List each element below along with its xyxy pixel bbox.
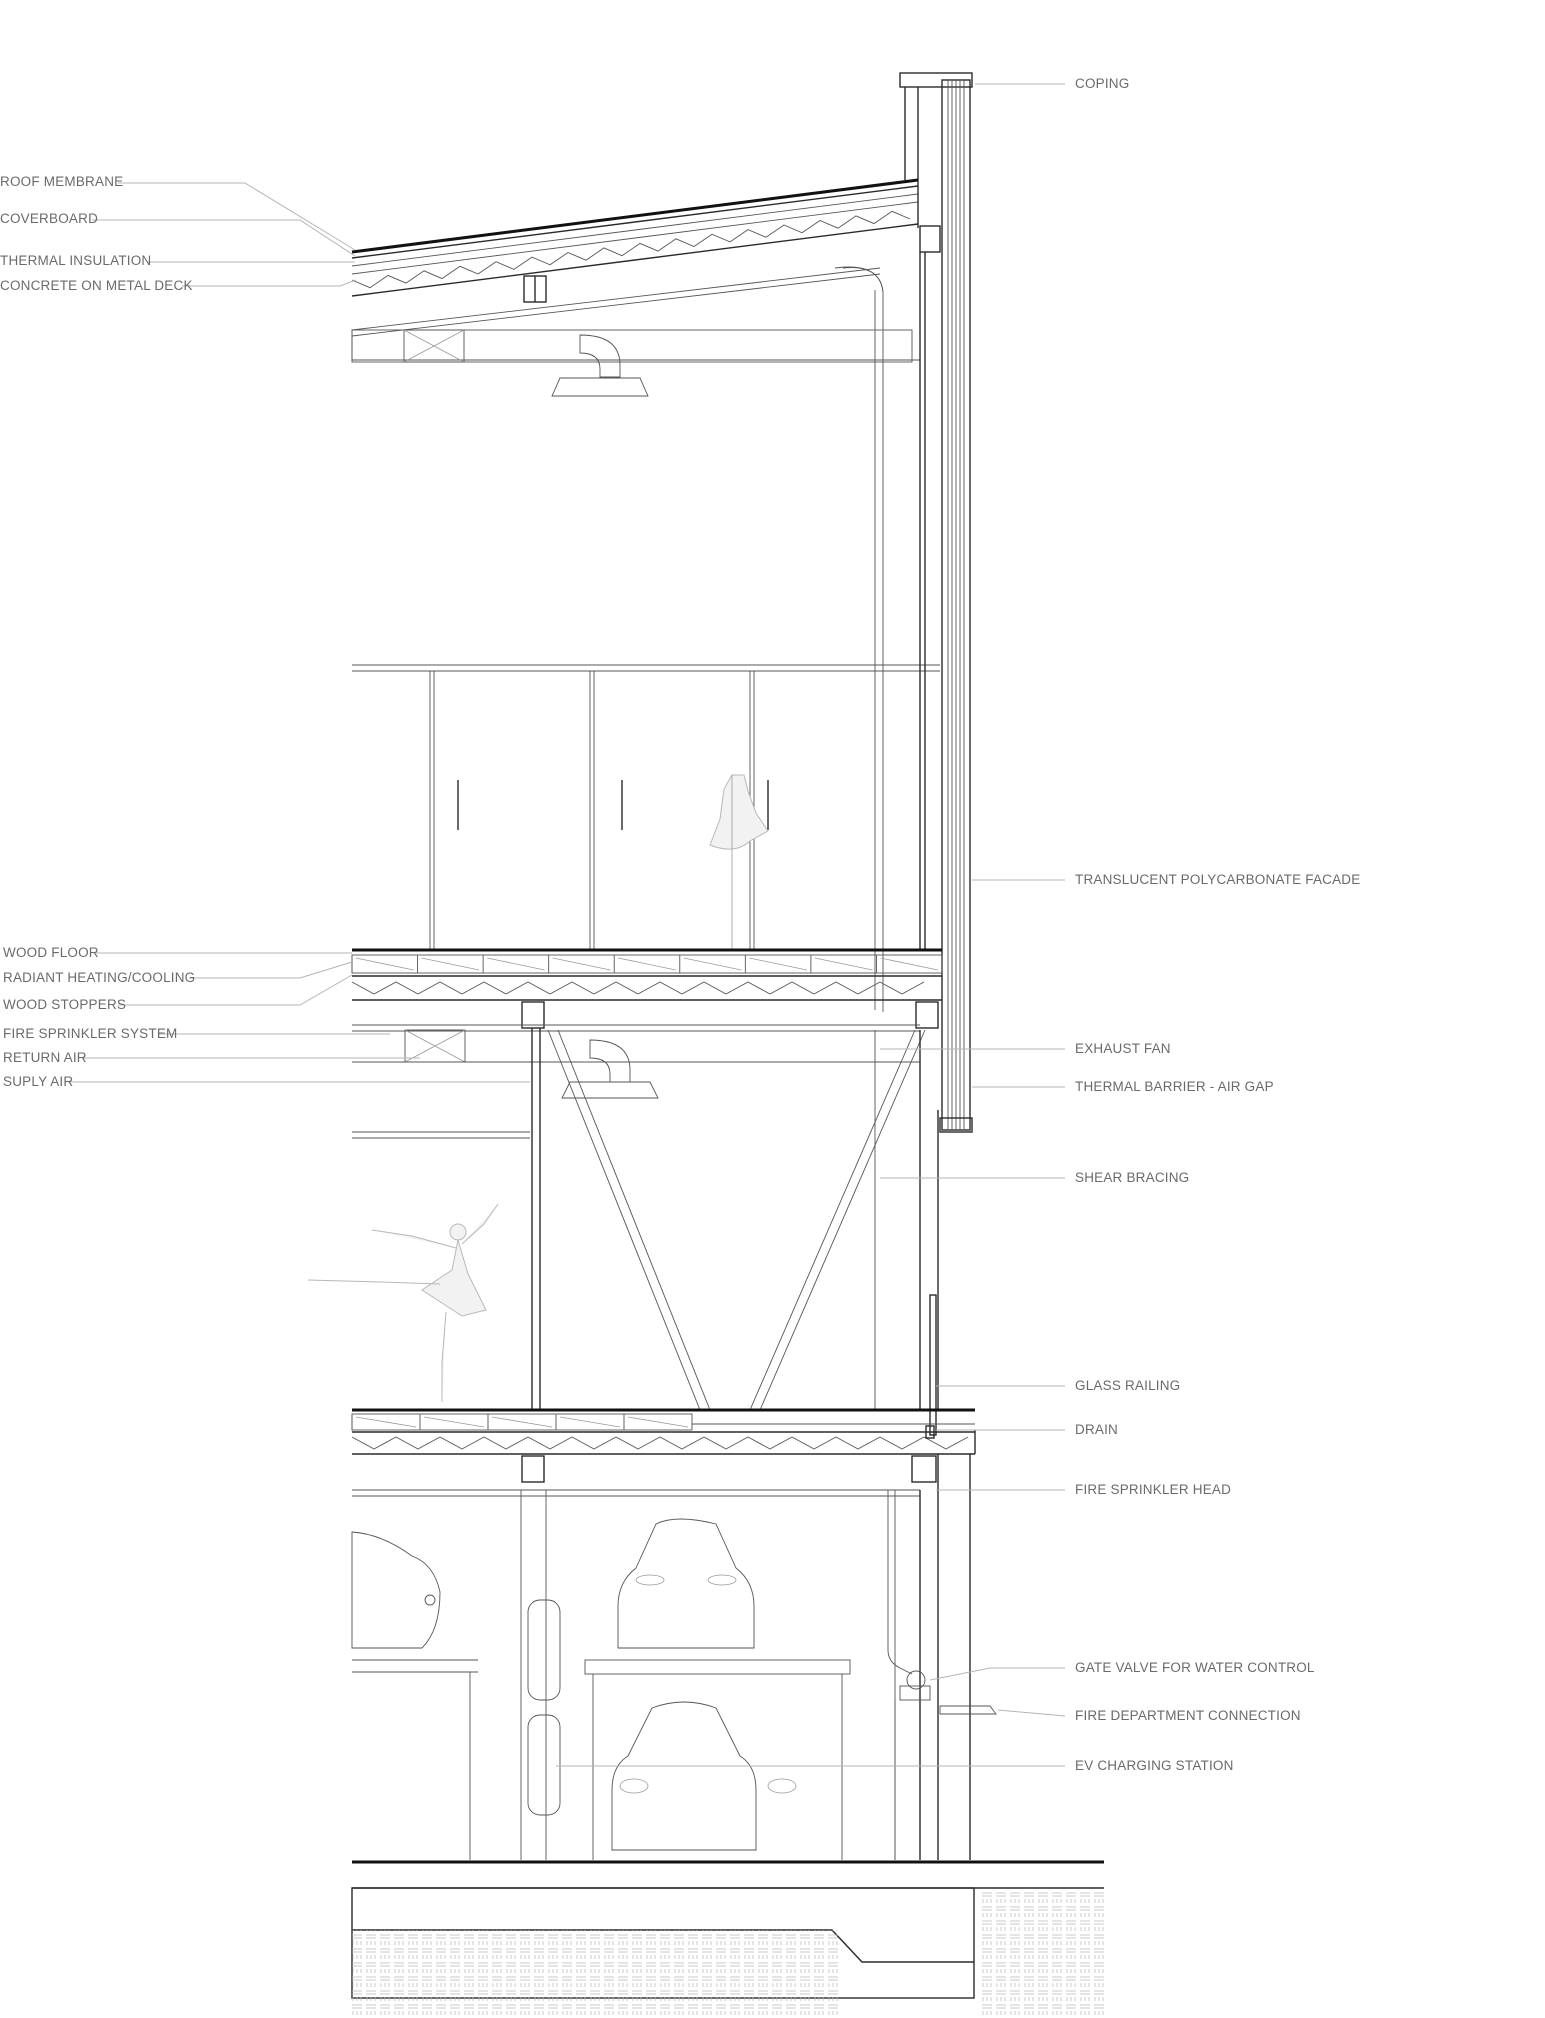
roof-beam xyxy=(524,226,940,302)
label-ev-charging-station: EV CHARGING STATION xyxy=(1075,1758,1234,1773)
foundation xyxy=(352,1862,1104,2018)
floor-cell-hatch xyxy=(422,958,480,970)
floor-cell-hatch xyxy=(880,958,938,970)
label-radiant-heating-cooling: RADIANT HEATING/COOLING xyxy=(3,970,196,985)
roof-assembly xyxy=(352,180,918,296)
floor-cell-hatch xyxy=(684,958,742,970)
roof-ceiling-framing xyxy=(352,268,920,360)
dancer-figure xyxy=(308,1204,498,1402)
label-drain: DRAIN xyxy=(1075,1422,1119,1437)
floor-cell-hatch xyxy=(628,1417,688,1427)
car-lower xyxy=(612,1702,796,1850)
costume-figure xyxy=(710,775,768,950)
car-left xyxy=(352,1532,440,1648)
garage-level xyxy=(352,1454,970,1860)
floor-cell-hatch xyxy=(749,958,807,970)
label-suply-air: SUPLY AIR xyxy=(3,1074,74,1089)
floor-cell-hatch xyxy=(487,958,545,970)
labels-left xyxy=(0,174,195,1089)
label-glass-railing: GLASS RAILING xyxy=(1075,1378,1181,1393)
label-coverboard: COVERBOARD xyxy=(0,211,99,226)
label-translucent-polycarbonate-facade: TRANSLUCENT POLYCARBONATE FACADE xyxy=(1075,872,1361,887)
floor-cell-hatch xyxy=(618,958,676,970)
floor-cell-hatch xyxy=(553,958,611,970)
sprinkler-riser xyxy=(835,267,883,1012)
label-return-air: RETURN AIR xyxy=(3,1050,87,1065)
label-gate-valve-for-water-control: GATE VALVE FOR WATER CONTROL xyxy=(1075,1660,1315,1675)
labels-right xyxy=(1075,76,1360,1773)
floor-cell-hatch xyxy=(560,1417,620,1427)
floor-cell-hatch xyxy=(424,1417,484,1427)
floor-cell-hatch xyxy=(492,1417,552,1427)
label-thermal-insulation: THERMAL INSULATION xyxy=(0,253,152,268)
label-fire-sprinkler-head: FIRE SPRINKLER HEAD xyxy=(1075,1482,1232,1497)
roof-duct xyxy=(352,330,912,396)
first-floor-slab xyxy=(352,1410,975,1482)
label-wood-floor: WOOD FLOOR xyxy=(3,945,99,960)
label-coping: COPING xyxy=(1075,76,1130,91)
floor-cell-hatch xyxy=(356,958,414,970)
label-concrete-on-metal-deck: CONCRETE ON METAL DECK xyxy=(0,278,193,293)
upper-storey-frame xyxy=(352,252,940,950)
shear-bracing-members xyxy=(532,1028,938,1410)
label-wood-stoppers: WOOD STOPPERS xyxy=(3,997,127,1012)
car-upper xyxy=(618,1519,754,1648)
label-exhaust-fan: EXHAUST FAN xyxy=(1075,1041,1171,1056)
label-fire-sprinkler-system: FIRE SPRINKLER SYSTEM xyxy=(3,1026,178,1041)
floor-cell-hatch xyxy=(356,1417,416,1427)
parapet-coping xyxy=(900,73,972,180)
second-floor-slab xyxy=(352,950,942,1028)
label-thermal-barrier-air-gap: THERMAL BARRIER - AIR GAP xyxy=(1075,1079,1274,1094)
label-shear-bracing: SHEAR BRACING xyxy=(1075,1170,1190,1185)
label-fire-department-connection: FIRE DEPARTMENT CONNECTION xyxy=(1075,1708,1301,1723)
glass-railing-panel xyxy=(930,1295,936,1435)
fire-department-plumbing xyxy=(888,1490,996,1860)
floor-cell-hatch xyxy=(815,958,873,970)
label-roof-membrane: ROOF MEMBRANE xyxy=(0,174,124,189)
leader-lines xyxy=(70,84,1065,1766)
polycarbonate-facade xyxy=(940,80,972,1132)
